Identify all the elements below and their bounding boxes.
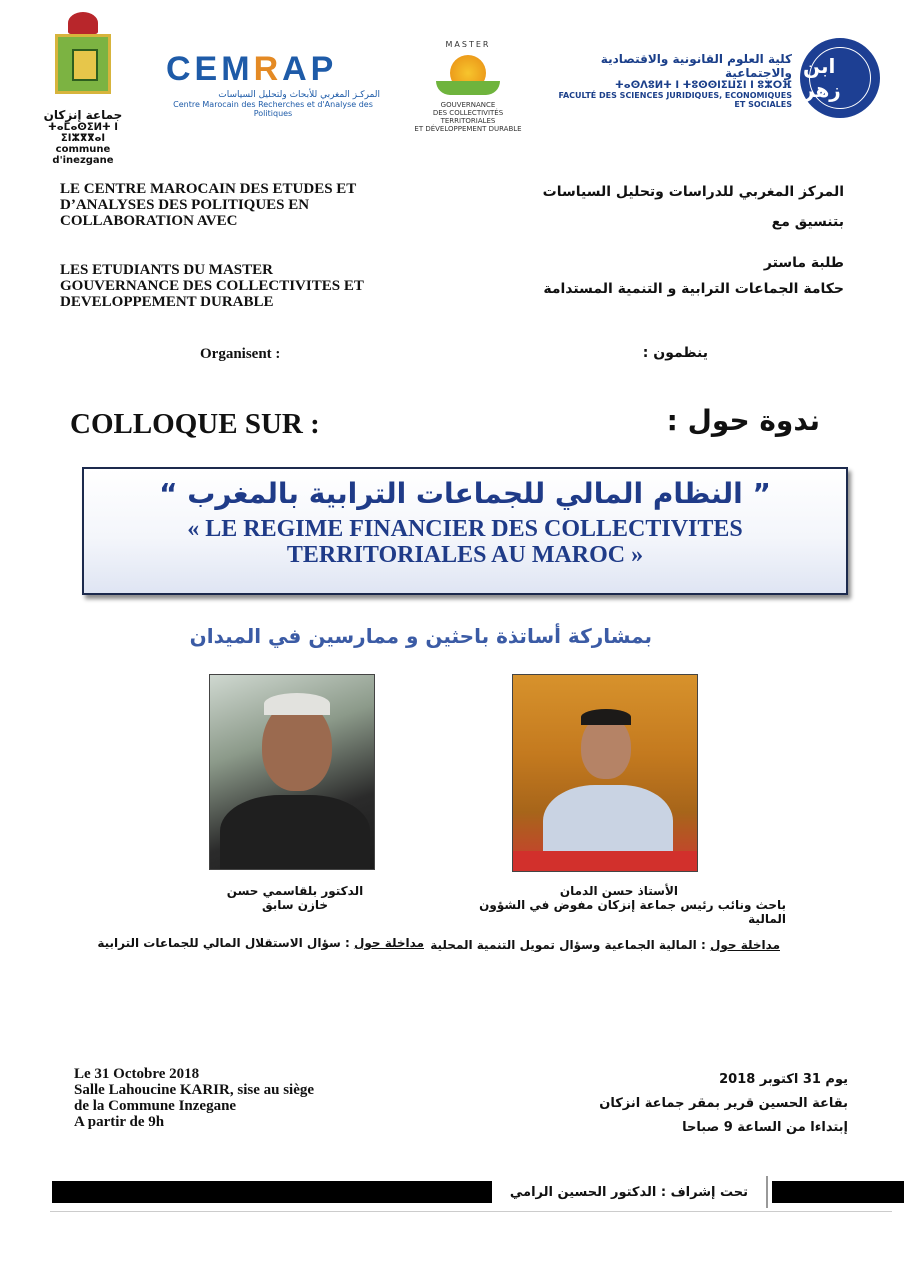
commune-name-tifinagh: ⵜⴰⵎⴰⵙⵉⵍⵜ ⵏ ⵉⵏⵣⴳⴳⴰⵏ (47, 122, 118, 144)
ar-org-line-1: المركز المغربي للدراسات وتحليل السياسات (542, 184, 844, 200)
speaker-2-topic (430, 938, 780, 952)
title-fr-line-1: « LE REGIME FINANCIER DES COLLECTIVITES (187, 516, 743, 542)
commune-name-fr: commune d'inezgane (52, 144, 114, 166)
speaker-2-role: باحث ونائب رئيس جماعة إنزكان مفوض في الشؤون المالية (479, 898, 786, 926)
master-line-3: ET DÉVELOPPEMENT DURABLE (414, 125, 522, 133)
ar-students-line-2: حكامة الجماعات الترابية و التنمية المستدامة (543, 281, 844, 297)
event-time-ar: إبتداءا من الساعة 9 صباحا (682, 1120, 848, 1135)
master-line-1: GOUVERNANCE (440, 101, 496, 109)
speaker-2-name: الأستاذ حسن الدمان (559, 884, 678, 898)
ar-organisent: ينظمون : (642, 345, 708, 361)
ar-students-line-1: طلبة ماستر (763, 255, 844, 271)
faculty-logo (552, 52, 792, 109)
ar-org-line-2: بتنسيق مع (771, 214, 844, 230)
speaker-1 (190, 884, 400, 912)
event-venue-ar: بقاعة الحسين قرير بمقر جماعة انزكان (599, 1096, 848, 1111)
sun-icon (436, 49, 500, 95)
event-commune-fr: de la Commune Inzegane (74, 1098, 237, 1114)
fr-org-line-2: D’ANALYSES DES POLITIQUES EN (60, 197, 310, 213)
title-fr-line-2: TERRITORIALES AU MAROC » (286, 542, 644, 568)
supervision-line: تحت إشراف : الدكتور الحسين الرامي (509, 1185, 748, 1200)
cemrap-name-b: R (253, 50, 283, 88)
event-time-fr: A partir de 9h (74, 1114, 165, 1130)
cemrap-name-ar: المركـز المغربي للأبحاث ولتحليل السياسات (218, 90, 380, 100)
fr-students-line-3: DEVELOPPEMENT DURABLE (60, 294, 274, 310)
cemrap-logo (166, 52, 380, 118)
faculty-name-fr: FACULTÉ DES SCIENCES JURIDIQUES, ECONOMIQUES ET SOCIALES (558, 91, 792, 109)
fr-organisent: Organisent : (200, 346, 281, 362)
ar-organizer-block (484, 183, 844, 231)
event-date-fr: Le 31 Octobre 2018 (74, 1066, 200, 1082)
fr-students-line-1: LES ETUDIANTS DU MASTER (60, 262, 273, 278)
event-venue-fr: Salle Lahoucine KARIR, sise au siège (74, 1082, 315, 1098)
master-label: MASTER (445, 40, 491, 49)
master-logo (408, 40, 528, 133)
speaker-2-topic-label: مداخلة حول (709, 938, 780, 952)
speaker-1-topic-text: : سؤال الاستقلال المالي للجماعات الترابية (97, 936, 354, 950)
speaker-2 (456, 884, 786, 926)
event-details-ar (528, 1068, 848, 1140)
commune-logo (28, 8, 138, 166)
cemrap-name-fr: Centre Marocain des Recherches et d'Analyse des Politiques (173, 100, 373, 118)
title-ar: ” النظام المالي للجماعات الترابية بالمغرب “ (159, 477, 771, 510)
event-date-ar: يوم 31 اكتوبر 2018 (719, 1072, 848, 1087)
speaker-1-topic-label: مداخلة حول (353, 936, 424, 950)
fr-org-line-3: COLLABORATION AVEC (60, 213, 238, 229)
fr-org-line-1: LE CENTRE MAROCAIN DES ETUDES ET (60, 181, 357, 197)
fr-students-line-2: GOUVERNANCE DES COLLECTIVITES ET (60, 278, 364, 294)
speaker-photo-belkasmi (209, 674, 375, 870)
master-line-2: DES COLLECTIVITÉS TERRITORIALES (432, 109, 504, 125)
fr-organizer-block (60, 181, 420, 229)
footer-divider (766, 1176, 768, 1208)
speaker-1-topic (97, 936, 424, 950)
university-seal-icon (800, 38, 880, 118)
cemrap-name-c: AP (282, 50, 338, 88)
commune-name-ar: جماعة إنزكان (43, 108, 123, 122)
speaker-1-name: الدكتور بلقاسمي حسن (226, 884, 364, 898)
speaker-photo-eddamane (512, 674, 698, 872)
event-details-fr (74, 1066, 394, 1130)
nadwa-heading: ندوة حول : (666, 404, 820, 437)
cemrap-name-a: CEM (166, 50, 254, 88)
faculty-name-ar: كلية العلوم القانونية والاقتصادية والاجتماعية (600, 52, 792, 80)
footer-bar-left (52, 1181, 492, 1203)
colloque-heading: COLLOQUE SUR : (70, 408, 320, 440)
participation-line: بمشاركة أساتذة باحثين و ممارسين في الميدان (189, 624, 652, 648)
faculty-name-tifinagh: ⵜⴰⵙⴷⵓⵍⵜ ⵏ ⵜⵓⵙⵙⵏⵉⵡⵉⵏ ⵏ ⵓⵣⵔⴼ (615, 80, 792, 91)
commune-crest-icon (55, 12, 111, 98)
speaker-1-role: خازن سابق (261, 898, 329, 912)
university-mark: ابن زهر (803, 54, 841, 102)
footer-bar-right (772, 1181, 904, 1203)
ar-students-block (484, 254, 844, 298)
speaker-2-topic-text: : المالية الجماعية وسؤال تمويل التنمية المحلية (430, 938, 710, 952)
colloquium-title-box (82, 467, 848, 595)
fr-students-block (60, 262, 440, 310)
